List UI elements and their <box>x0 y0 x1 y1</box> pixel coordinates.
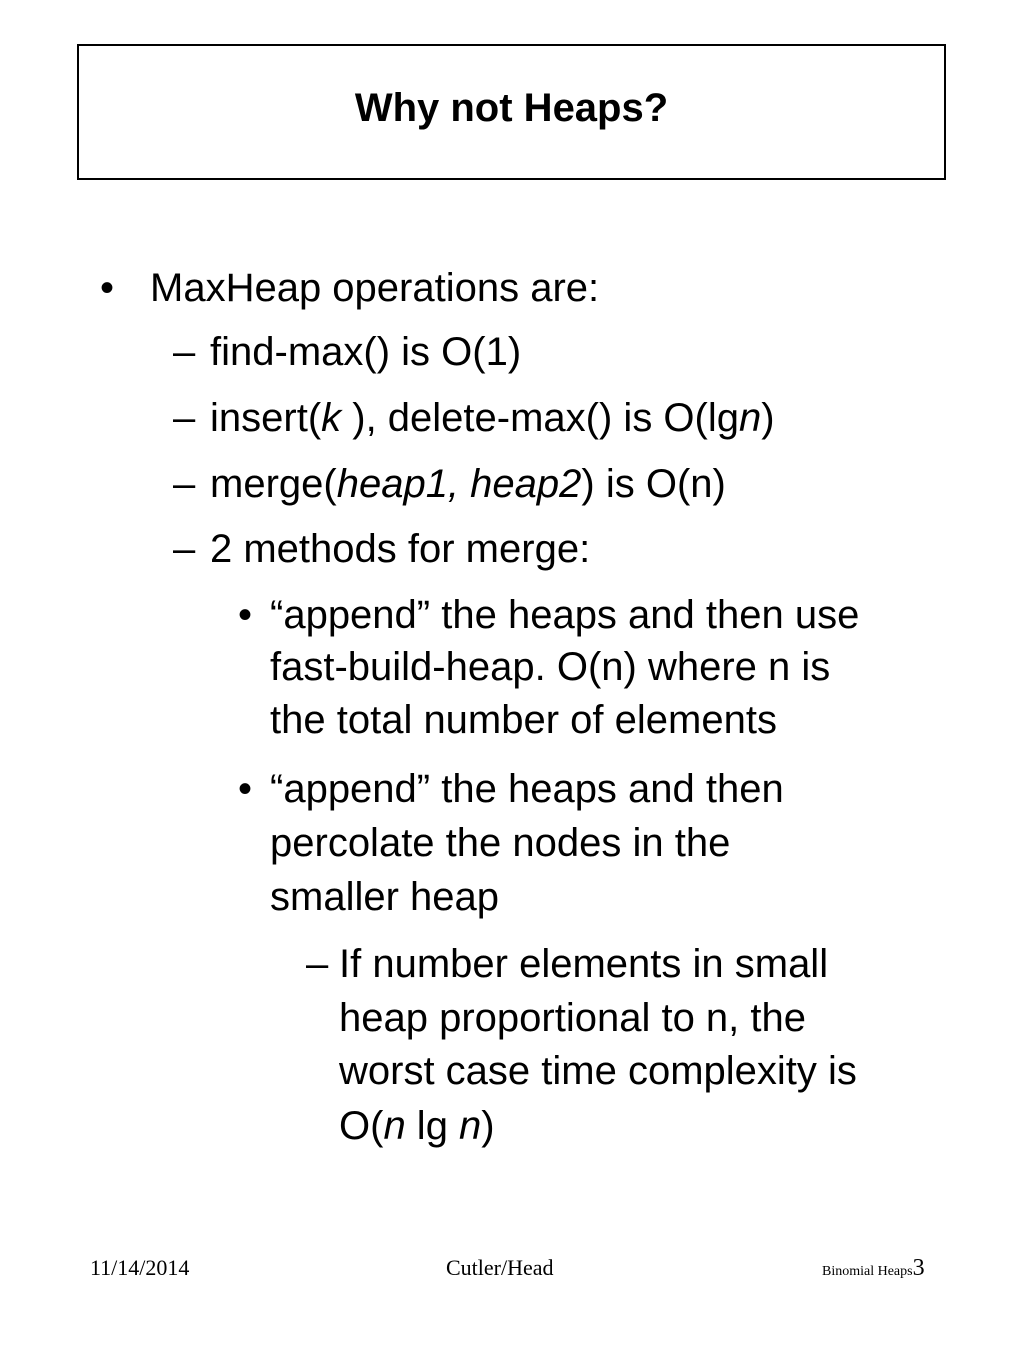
method2-line2: percolate the nodes in the <box>270 821 731 865</box>
footer-topic-page <box>822 1253 925 1287</box>
footer-date: 11/14/2014 <box>90 1255 190 1280</box>
slide-title: Why not Heaps? <box>354 85 669 130</box>
title-box <box>77 44 946 180</box>
method2-line3: smaller heap <box>270 875 500 919</box>
note-line1: If number elements in small <box>339 942 829 986</box>
method1-line1: “append” the heaps and then use <box>270 593 860 637</box>
bullet-icon: • <box>238 767 253 811</box>
dash-icon: – <box>306 942 329 986</box>
insert-mid: ), delete-max() is O(lg <box>341 396 739 440</box>
footer-topic: Binomial Heaps <box>822 1264 913 1279</box>
note-lg: lg <box>405 1104 460 1148</box>
dash-icon: – <box>173 396 196 440</box>
methods-item: 2 methods for merge: <box>210 527 591 571</box>
note-line2: heap proportional to n, the <box>339 996 807 1040</box>
method1-line2: fast-build-heap. O(n) where n is <box>270 645 831 689</box>
insert-prefix: insert( <box>210 396 322 440</box>
note-suffix: ) <box>481 1104 495 1148</box>
footer-page-number: 3 <box>912 1255 925 1281</box>
insert-k: k <box>321 396 342 440</box>
bullet-icon: • <box>238 593 253 637</box>
find-max-item: find-max() is O(1) <box>210 330 522 374</box>
note-n2: n <box>459 1104 482 1148</box>
dash-icon: – <box>173 330 196 374</box>
note-o-prefix: O( <box>339 1104 384 1148</box>
footer-author: Cutler/Head <box>446 1255 554 1280</box>
note-line3: worst case time complexity is <box>339 1049 857 1093</box>
insert-suffix: ) <box>761 396 775 440</box>
note-n1: n <box>383 1104 406 1148</box>
method2-line1: “append” the heaps and then <box>270 767 784 811</box>
insert-delete-item <box>210 392 775 444</box>
dash-icon: – <box>173 527 196 571</box>
merge-prefix: merge( <box>210 462 337 506</box>
note-line4 <box>339 1100 495 1152</box>
level1-text: MaxHeap operations are: <box>150 266 600 310</box>
insert-n: n <box>739 396 762 440</box>
merge-suffix: ) is O(n) <box>581 462 726 506</box>
bullet-icon: • <box>100 266 115 310</box>
dash-icon: – <box>173 462 196 506</box>
merge-item <box>210 458 726 510</box>
merge-args: heap1, heap2 <box>336 462 582 506</box>
method1-line3: the total number of elements <box>270 698 777 742</box>
